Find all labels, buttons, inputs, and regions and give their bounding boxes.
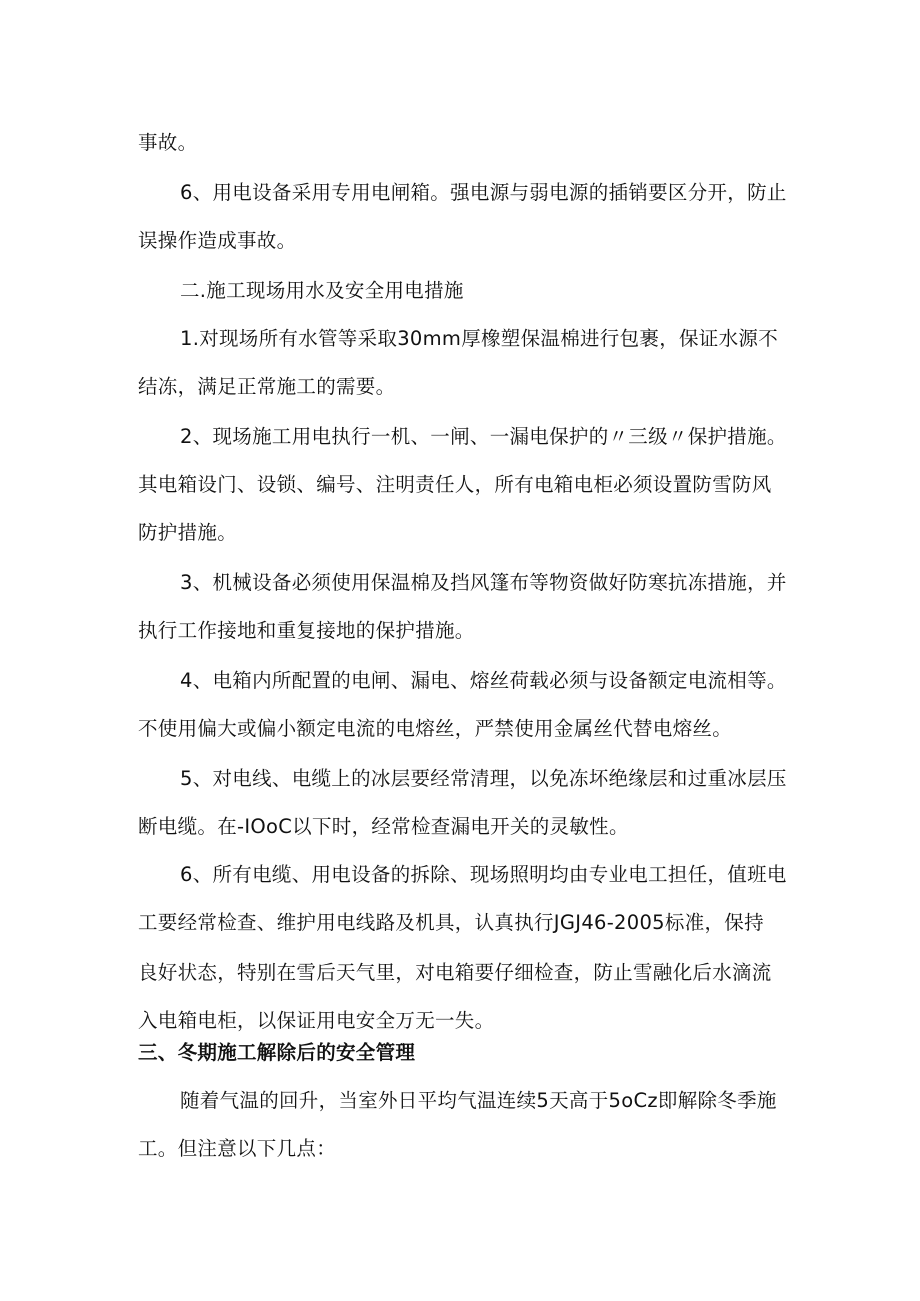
text-line: 工。但注意以下几点：	[138, 1137, 337, 1160]
text-line: 6、所有电缆、用电设备的拆除、现场照明均由专业电工担任，值班电	[180, 863, 787, 886]
text-line: 执行工作接地和重复接地的保护措施。	[138, 619, 475, 642]
text-line: 6、用电设备采用专用电闸箱。强电源与弱电源的插销要区分开，防止	[180, 181, 787, 204]
text-line: 工要经常检查、维护用电线路及机具，认真执行JGJ46-2005标准，保持	[138, 911, 764, 934]
text-line: 良好状态，特别在雪后天气里，对电箱要仔细检查，防止雪融化后水滴流	[138, 961, 772, 984]
text-line: 结冻，满足正常施工的需要。	[138, 375, 396, 398]
text-line: 4、电箱内所配置的电闸、漏电、熔丝荷载必须与设备额定电流相等。	[180, 669, 787, 692]
text-line: 不使用偏大或偏小额定电流的电熔丝，严禁使用金属丝代替电熔丝。	[138, 717, 733, 740]
text-line: 1.对现场所有水管等采取30mm厚橡塑保温棉进行包裹，保证水源不	[180, 327, 779, 350]
text-line: 5、对电线、电缆上的冰层要经常清理，以免冻坏绝缘层和过重冰层压	[180, 767, 787, 790]
section-heading: 二.施工现场用水及安全用电措施	[180, 279, 464, 302]
section-heading-bold: 三、冬期施工解除后的安全管理	[138, 1041, 416, 1064]
text-line: 随着气温的回升，当室外日平均气温连续5天高于5oCz即解除冬季施	[180, 1089, 777, 1112]
text-line: 误操作造成事故。	[138, 229, 297, 252]
text-line: 事故。	[138, 131, 198, 154]
text-line: 入电箱电柜，以保证用电安全万无一失。	[138, 1009, 495, 1032]
text-line: 断电缆。在-IOoC以下时，经常检查漏电开关的灵敏性。	[138, 815, 629, 838]
text-line: 防护措施。	[138, 521, 238, 544]
text-line: 其电箱设门、设锁、编号、注明责任人，所有电箱电柜必须设置防雪防风	[138, 473, 772, 496]
text-line: 2、现场施工用电执行一机、一闸、一漏电保护的〃三级〃保护措施。	[180, 425, 787, 448]
text-line: 3、机械设备必须使用保温棉及挡风篷布等物资做好防寒抗冻措施，并	[180, 571, 787, 594]
